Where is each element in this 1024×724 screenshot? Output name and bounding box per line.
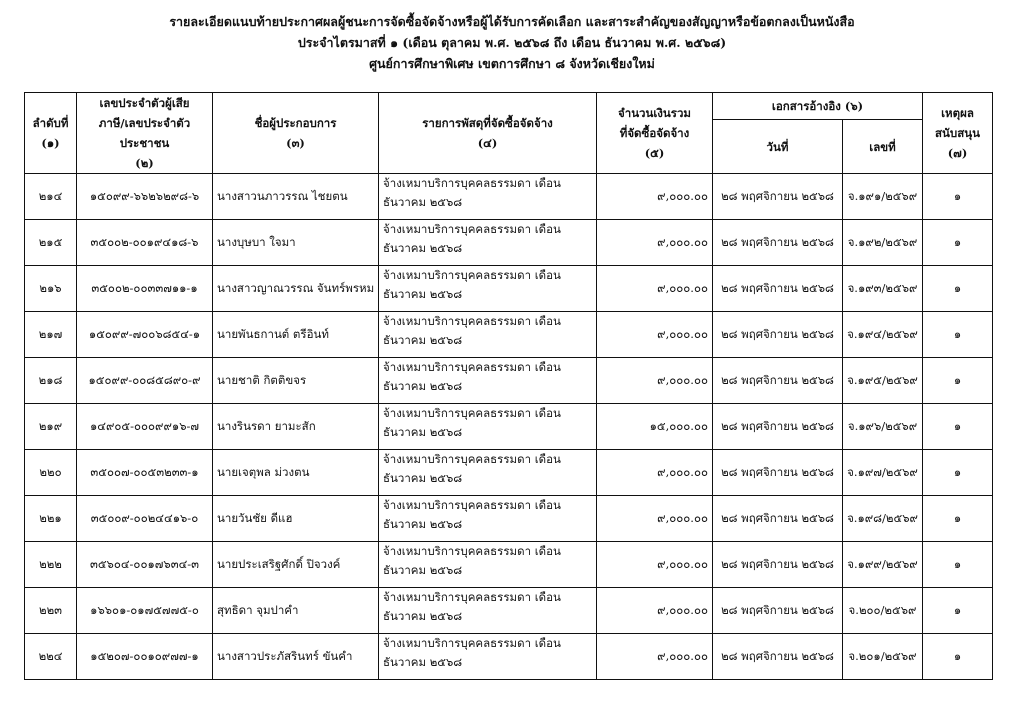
row-item-line1: จ้างเหมาบริการบุคคลธรรมดา เดือน [383, 222, 561, 236]
row-taxid: ๓๕๐๐๒-๐๐๑๙๔๑๘-๖ [77, 220, 213, 266]
row-no: ๒๑๗ [25, 312, 77, 358]
row-ref-date: ๒๘ พฤศจิกายน ๒๕๖๘ [713, 450, 843, 496]
row-taxid: ๑๕๐๙๙-๗๐๐๖๘๕๔-๑ [77, 312, 213, 358]
table-row [25, 450, 993, 496]
row-item-line2: ธันวาคม ๒๕๖๘ [383, 287, 463, 301]
row-ref-date: ๒๘ พฤศจิกายน ๒๕๖๘ [713, 588, 843, 634]
row-item [379, 404, 597, 450]
procurement-table [24, 92, 993, 680]
row-item-line1: จ้างเหมาบริการบุคคลธรรมดา เดือน [383, 268, 561, 282]
row-item-line2: ธันวาคม ๒๕๖๘ [383, 333, 463, 347]
row-ref-date: ๒๘ พฤศจิกายน ๒๕๖๘ [713, 496, 843, 542]
row-item-line1: จ้างเหมาบริการบุคคลธรรมดา เดือน [383, 498, 561, 512]
row-ref-number: จ.๑๙๙/๒๕๖๙ [843, 542, 923, 588]
row-ref-date: ๒๘ พฤศจิกายน ๒๕๖๘ [713, 174, 843, 220]
row-item [379, 450, 597, 496]
row-reason: ๑ [923, 496, 993, 542]
row-no: ๒๑๘ [25, 358, 77, 404]
row-amount: ๙,๐๐๐.๐๐ [597, 358, 713, 404]
col-header-amount: จำนวนเงินรวม ที่จัดซื้อจัดจ้าง (๕) [597, 93, 713, 174]
row-no: ๒๒๐ [25, 450, 77, 496]
row-taxid: ๓๕๐๐๒-๐๐๓๓๗๑๑-๑ [77, 266, 213, 312]
row-ref-number: จ.๒๐๐/๒๕๖๙ [843, 588, 923, 634]
row-no: ๒๑๔ [25, 174, 77, 220]
row-amount: ๙,๐๐๐.๐๐ [597, 266, 713, 312]
row-item-line1: จ้างเหมาบริการบุคคลธรรมดา เดือน [383, 314, 561, 328]
row-vendor: นายเจตุพล ม่วงตน [213, 450, 379, 496]
row-ref-number: จ.๑๙๓/๒๕๖๙ [843, 266, 923, 312]
row-item [379, 266, 597, 312]
header-period: ประจำไตรมาสที่ ๑ (เดือน ตุลาคม พ.ศ. ๒๕๖๘ ถึง เดือน ธันวาคม พ.ศ. ๒๕๖๘) [297, 35, 727, 50]
row-taxid: ๑๖๖๐๑-๐๑๗๕๗๗๕-๐ [77, 588, 213, 634]
col-header-ref-number: เลขที่ [843, 120, 923, 174]
row-item-line1: จ้างเหมาบริการบุคคลธรรมดา เดือน [383, 406, 561, 420]
row-item-line2: ธันวาคม ๒๕๖๘ [383, 563, 463, 577]
row-vendor: นางสาวนภาวรรณ ไชยตน [213, 174, 379, 220]
row-taxid: ๑๕๐๙๙-๖๖๒๖๒๙๘-๖ [77, 174, 213, 220]
row-item-line1: จ้างเหมาบริการบุคคลธรรมดา เดือน [383, 590, 561, 604]
row-ref-date: ๒๘ พฤศจิกายน ๒๕๖๘ [713, 404, 843, 450]
table-row [25, 542, 993, 588]
col-header-reason: เหตุผล สนับสนุน (๗) [923, 93, 993, 174]
row-vendor: นางรินรดา ยามะสัก [213, 404, 379, 450]
table-row [25, 174, 993, 220]
row-item [379, 496, 597, 542]
row-item-line1: จ้างเหมาบริการบุคคลธรรมดา เดือน [383, 176, 561, 190]
row-item-line2: ธันวาคม ๒๕๖๘ [383, 425, 463, 439]
row-item [379, 542, 597, 588]
row-amount: ๙,๐๐๐.๐๐ [597, 220, 713, 266]
row-item [379, 174, 597, 220]
table-row [25, 266, 993, 312]
document-header [0, 0, 1024, 74]
row-taxid: ๑๕๐๙๙-๐๐๘๕๘๙๐-๙ [77, 358, 213, 404]
row-vendor: นางสาวประภัสรินทร์ ขันคำ [213, 634, 379, 680]
row-ref-number: จ.๑๙๑/๒๕๖๙ [843, 174, 923, 220]
header-title: รายละเอียดแนบท้ายประกาศผลผู้ชนะการจัดซื้อจัดจ้างหรือผู้ได้รับการคัดเลือก และสาระสำคัญของสัญญาหรือข้อตกลงเป็นหนังสือ [169, 14, 855, 29]
row-vendor: นายวันชัย ดีแฮ [213, 496, 379, 542]
row-item [379, 634, 597, 680]
row-ref-number: จ.๒๐๑/๒๕๖๙ [843, 634, 923, 680]
row-vendor: นางบุษบา ใจมา [213, 220, 379, 266]
row-item [379, 588, 597, 634]
row-vendor: นางสาวญาณวรรณ จันทร์พรหม [213, 266, 379, 312]
row-taxid: ๓๕๐๐๙-๐๐๒๔๔๑๖-๐ [77, 496, 213, 542]
row-item-line2: ธันวาคม ๒๕๖๘ [383, 471, 463, 485]
row-item-line2: ธันวาคม ๒๕๖๘ [383, 379, 463, 393]
row-item [379, 358, 597, 404]
row-item-line2: ธันวาคม ๒๕๖๘ [383, 609, 463, 623]
row-item-line2: ธันวาคม ๒๕๖๘ [383, 195, 463, 209]
row-reason: ๑ [923, 542, 993, 588]
row-amount: ๙,๐๐๐.๐๐ [597, 542, 713, 588]
row-ref-date: ๒๘ พฤศจิกายน ๒๕๖๘ [713, 358, 843, 404]
row-no: ๒๑๕ [25, 220, 77, 266]
row-reason: ๑ [923, 220, 993, 266]
row-item-line2: ธันวาคม ๒๕๖๘ [383, 241, 463, 255]
row-no: ๒๒๓ [25, 588, 77, 634]
row-item-line1: จ้างเหมาบริการบุคคลธรรมดา เดือน [383, 544, 561, 558]
row-ref-date: ๒๘ พฤศจิกายน ๒๕๖๘ [713, 542, 843, 588]
row-taxid: ๑๕๒๐๗-๐๐๑๐๙๗๗-๑ [77, 634, 213, 680]
row-no: ๒๑๙ [25, 404, 77, 450]
row-no: ๒๒๔ [25, 634, 77, 680]
table-row [25, 588, 993, 634]
row-vendor: สุทธิดา จุมปาคำ [213, 588, 379, 634]
row-no: ๒๒๑ [25, 496, 77, 542]
col-header-vendor: ชื่อผู้ประกอบการ (๓) [213, 93, 379, 174]
table-row [25, 220, 993, 266]
row-item [379, 312, 597, 358]
row-taxid: ๓๕๖๐๔-๐๐๑๗๖๓๔-๓ [77, 542, 213, 588]
row-amount: ๙,๐๐๐.๐๐ [597, 312, 713, 358]
row-item-line1: จ้างเหมาบริการบุคคลธรรมดา เดือน [383, 360, 561, 374]
row-ref-number: จ.๑๙๘/๒๕๖๙ [843, 496, 923, 542]
table-row [25, 634, 993, 680]
row-vendor: นายพันธกานต์ ตรีอินท์ [213, 312, 379, 358]
row-reason: ๑ [923, 358, 993, 404]
row-vendor: นายชาติ กิตติขจร [213, 358, 379, 404]
col-header-taxid: เลขประจำตัวผู้เสีย ภาษี/เลขประจำตัว ประชาชน (๒) [77, 93, 213, 174]
row-item-line2: ธันวาคม ๒๕๖๘ [383, 655, 463, 669]
row-reason: ๑ [923, 174, 993, 220]
row-amount: ๙,๐๐๐.๐๐ [597, 634, 713, 680]
row-ref-number: จ.๑๙๖/๒๕๖๙ [843, 404, 923, 450]
table-row [25, 358, 993, 404]
table-row [25, 496, 993, 542]
row-ref-date: ๒๘ พฤศจิกายน ๒๕๖๘ [713, 634, 843, 680]
row-ref-number: จ.๑๙๕/๒๕๖๙ [843, 358, 923, 404]
row-item-line1: จ้างเหมาบริการบุคคลธรรมดา เดือน [383, 636, 561, 650]
header-agency: ศูนย์การศึกษาพิเศษ เขตการศึกษา ๘ จังหวัดเชียงใหม่ [369, 56, 655, 71]
row-ref-number: จ.๑๙๒/๒๕๖๙ [843, 220, 923, 266]
col-header-ref-date: วันที่ [713, 120, 843, 174]
row-reason: ๑ [923, 588, 993, 634]
row-item [379, 220, 597, 266]
row-ref-date: ๒๘ พฤศจิกายน ๒๕๖๘ [713, 220, 843, 266]
row-ref-number: จ.๑๙๗/๒๕๖๙ [843, 450, 923, 496]
row-item-line2: ธันวาคม ๒๕๖๘ [383, 517, 463, 531]
col-header-ref: เอกสารอ้างอิง (๖) [713, 93, 923, 120]
row-reason: ๑ [923, 404, 993, 450]
row-ref-date: ๒๘ พฤศจิกายน ๒๕๖๘ [713, 266, 843, 312]
row-amount: ๙,๐๐๐.๐๐ [597, 450, 713, 496]
col-header-no: ลำดับที่ (๑) [25, 93, 77, 174]
col-header-item: รายการพัสดุที่จัดซื้อจัดจ้าง (๔) [379, 93, 597, 174]
row-item-line1: จ้างเหมาบริการบุคคลธรรมดา เดือน [383, 452, 561, 466]
row-amount: ๙,๐๐๐.๐๐ [597, 588, 713, 634]
row-amount: ๙,๐๐๐.๐๐ [597, 496, 713, 542]
row-reason: ๑ [923, 266, 993, 312]
row-vendor: นายประเสริฐศักดิ์ ปิจวงค์ [213, 542, 379, 588]
row-taxid: ๓๕๐๐๗-๐๐๕๓๒๓๓-๑ [77, 450, 213, 496]
table-row [25, 404, 993, 450]
row-ref-number: จ.๑๙๔/๒๕๖๙ [843, 312, 923, 358]
row-no: ๒๒๒ [25, 542, 77, 588]
row-ref-date: ๒๘ พฤศจิกายน ๒๕๖๘ [713, 312, 843, 358]
row-no: ๒๑๖ [25, 266, 77, 312]
table-row [25, 312, 993, 358]
row-reason: ๑ [923, 634, 993, 680]
row-amount: ๙,๐๐๐.๐๐ [597, 174, 713, 220]
row-amount: ๑๕,๐๐๐.๐๐ [597, 404, 713, 450]
row-reason: ๑ [923, 312, 993, 358]
row-reason: ๑ [923, 450, 993, 496]
row-taxid: ๑๔๙๐๕-๐๐๐๙๙๑๖-๗ [77, 404, 213, 450]
